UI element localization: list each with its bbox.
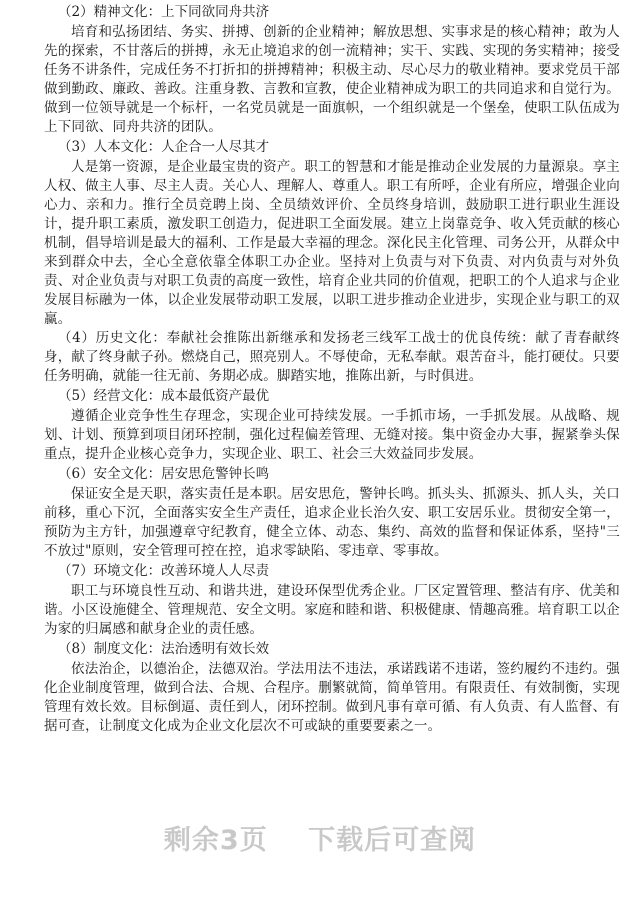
section-heading: （5）经营文化：成本最低资产最优 [58,388,270,404]
section-paragraph: 职工与环境良性互动、和谐共进，建设环保型优秀企业。厂区定置管理、整洁有序、优美和谐。小区设施健全、管理规范、安全文明。家庭和睦和谐、积极健康、情趣高雅。培育职工以企为家的归属感和献身企业的责任感。 [44,583,620,637]
section-safety-culture [44,464,620,561]
section-spirit-culture [44,2,620,137]
section-paragraph: 培育和弘扬团结、务实、拼搏、创新的企业精神；解放思想、实事求是的核心精神；敢为人先的探索，不甘落后的拼搏，永无止境追求的创一流精神；实干、实践、实现的务实精神；接受任务不讲条件，完成任务不打折扣的拼搏精神；积极主动、尽心尽力的敬业精神。要求党员干部做到勤政、廉政、善政。注重身教、言教和宣教，使企业精神成为职工的共同追求和自觉行为。做到一位领导就是一个标杆，一名党员就是一面旗帜，一个组织就是一个堡垒，使职工队伍成为上下同欲、同舟共济的团队。 [44,24,620,135]
section-heading: （2）精神文化：上下同欲同舟共济 [58,4,270,20]
section-system-culture [44,639,620,736]
section-paragraph: 人是第一资源，是企业最宝贵的资产。职工的智慧和才能是推动企业发展的力量源泉。享主人权、做主人事、尽主人责。关心人、理解人、尊重人。职工有所呼，企业有所应，增强企业向心力、亲和力。推行全员竞聘上岗、全员绩效评价、全员终身培训，鼓励职工进行职业生涯设计，提升职工素质，激发职工创造力，促进职工全面发展。建立上岗靠竞争、收入凭贡献的核心机制，倡导培训是最大的福利、工作是最大幸福的理念。深化民主化管理、司务公开，从群众中来到群众中去，全心全意依靠全体职工办企业。坚持对上负责与对下负责、对内负责与对外负责、对企业负责与对职工负责的高度一致性，培育企业共同的价值观，把职工的个人追求与企业发展目标融为一体，以企业发展带动职工发展，以职工进步推动企业进步，实现企业与职工的双赢。 [44,159,620,327]
remaining-pages-watermark: 剩余3页 下载后可查阅 [163,825,477,856]
section-business-culture [44,386,620,464]
section-heading: （8）制度文化：法治透明有效长效 [58,641,270,657]
section-heading: （7）环境文化：改善环境人人尽责 [58,563,270,579]
section-paragraph: 保证安全是天职，落实责任是本职。居安思危，警钟长鸣。抓头头、抓源头、抓人头，关口前移，重心下沉，全面落实安全生产责任，追求企业长治久安、职工安居乐业。贯彻安全第一，预防为主方针，加强遵章守纪教育，健全立体、动态、集约、高效的监督和保证体系，坚持"三不放过"原则，安全管理可控在控，追求零缺陷、零违章、零事故。 [44,486,620,559]
section-heading-paragraph: （4）历史文化：奉献社会推陈出新继承和发扬老三线军工战士的优良传统：献了青春献终身，献了终身献子孙。燃烧自己，照亮别人。不辱使命，无私奉献。艰苦奋斗，能打硬仗。只要任务明确，就能一往无前、务期必成。脚踏实地，推陈出新，与时俱进。 [44,330,620,384]
section-heading: （3）人本文化：人企合一人尽其才 [58,139,270,155]
section-people-culture [44,137,620,329]
section-paragraph: 依法治企，以德治企，法德双治。学法用法不违法，承诺践诺不违诺，签约履约不违约。强化企业制度管理，做到合法、合规、合程序。删繁就简，简单管用。有限责任、有效制衡，实现管理有效长效。目标倒逼、责任到人，闭环控制。做到凡事有章可循、有人负责、有人监督、有据可查，让制度文化成为企业文化层次不可或缺的重要要素之一。 [44,661,620,734]
document-body [44,2,620,736]
section-paragraph: 遵循企业竞争性生存理念，实现企业可持续发展。一手抓市场，一手抓发展。从战略、规划、计划、预算到项目闭环控制，强化过程偏差管理、无缝对接。集中资金办大事，握紧拳头保重点，提升企业核心竞争力，实现企业、职工、社会三大效益同步发展。 [44,408,620,462]
section-history-culture [44,329,620,386]
section-environment-culture [44,561,620,639]
section-heading: （6）安全文化：居安思危警钟长鸣 [58,466,270,482]
